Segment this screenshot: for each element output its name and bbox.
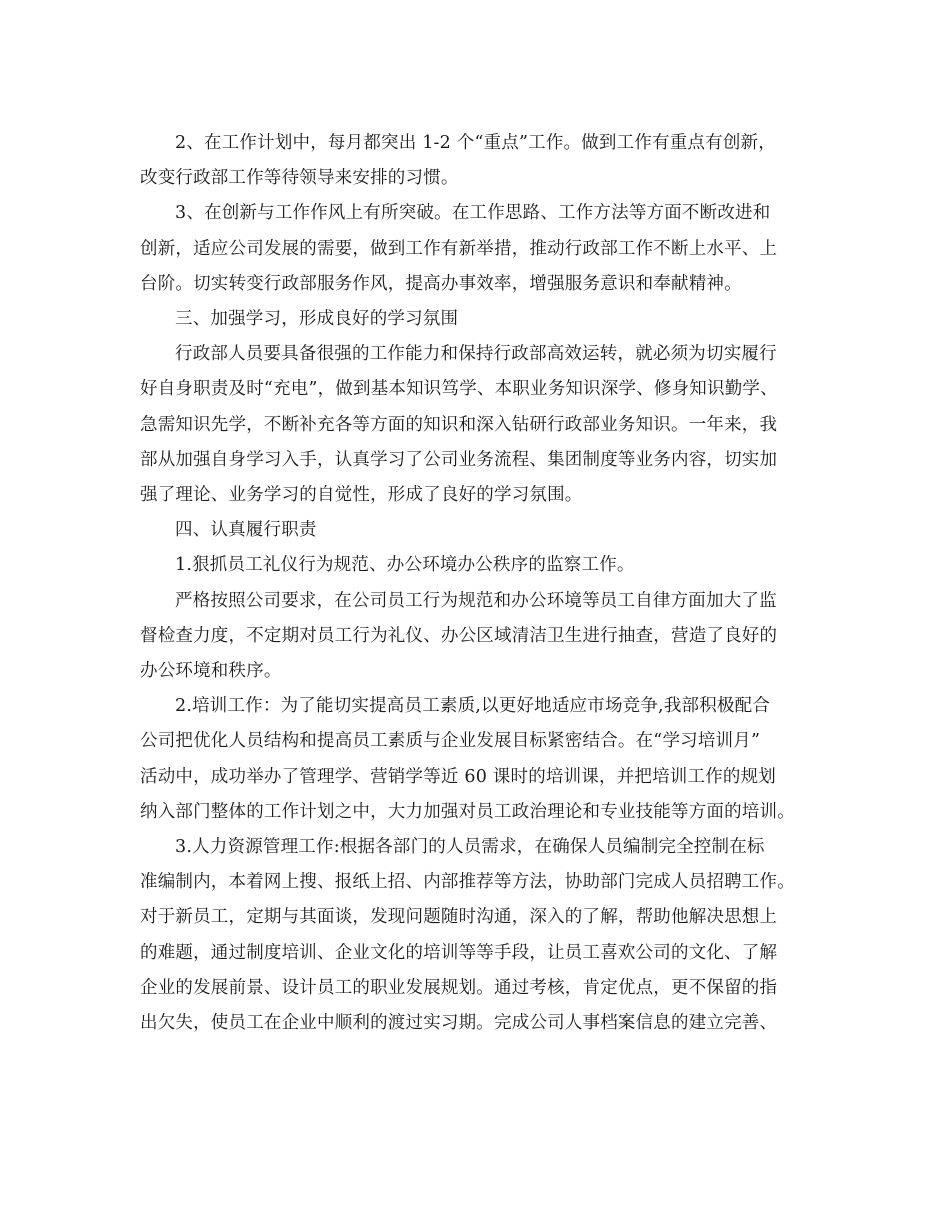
text-line: 四、认真履行职责	[175, 520, 317, 541]
text-line: 急需知识先学，不断补充各等方面的知识和深入钻研行政部业务知识。一年来，我	[140, 414, 778, 435]
text-line: 台阶。切实转变行政部服务作风，提高办事效率，增强服务意识和奉献精神。	[140, 273, 742, 294]
paragraph	[140, 337, 825, 513]
text-line: 企业的发展前景、设计员工的职业发展规划。通过考核，肯定优点，更不保留的指	[140, 977, 778, 998]
text-line: 的难题，通过制度培训、企业文化的培训等等手段，让员工喜欢公司的文化、了解	[140, 942, 778, 963]
text-line: 三、加强学习，形成良好的学习氛围	[175, 309, 459, 330]
text-line: 督检查力度，不定期对员工行为礼仪、办公区域清洁卫生进行抽查，营造了良好的	[140, 625, 778, 646]
text-line: 办公环境和秩序。	[140, 661, 282, 682]
text-line: 出欠失，使员工在企业中顺利的渡过实习期。完成公司人事档案信息的建立完善、	[140, 1013, 778, 1034]
paragraph	[140, 584, 825, 690]
text-line: 好自身职责及时“充电”，做到基本知识笃学、本职业务知识深学、修身知识勤学、	[140, 379, 778, 400]
text-line: 严格按照公司要求，在公司员工行为规范和办公环境等员工自律方面加大了监	[175, 590, 777, 611]
text-line: 创新，适应公司发展的需要，做到工作有新举措，推动行政部工作不断上水平、上	[140, 238, 778, 259]
paragraph	[140, 548, 825, 583]
text-line: 强了理论、业务学习的自觉性，形成了良好的学习氛围。	[140, 485, 583, 506]
text-line: 1.狠抓员工礼仪行为规范、办公环境办公秩序的监察工作。	[175, 555, 635, 576]
text-line: 纳入部门整体的工作计划之中，大力加强对员工政治理论和专业技能等方面的培训。	[140, 801, 795, 822]
text-line: 2.培训工作：为了能切实提高员工素质,以更好地适应市场竞争,我部积极配合	[175, 696, 771, 717]
text-line: 部从加强自身学习入手，认真学习了公司业务流程、集团制度等业务内容，切实加	[140, 449, 778, 470]
text-line: 活动中，成功举办了管理学、营销学等近 60 课时的培训课，并把培训工作的规划	[140, 766, 776, 787]
paragraph	[140, 126, 825, 196]
text-line: 3、在创新与工作作风上有所突破。在工作思路、工作方法等方面不断改进和	[175, 203, 771, 224]
document-body	[140, 126, 825, 1041]
paragraph	[140, 689, 825, 830]
paragraph	[140, 196, 825, 302]
paragraph	[140, 302, 825, 337]
text-line: 行政部人员要具备很强的工作能力和保持行政部高效运转，就必须为切实履行	[175, 344, 777, 365]
text-line: 准编制内，本着网上搜、报纸上招、内部推荐等方法，协助部门完成人员招聘工作。	[140, 872, 795, 893]
text-line: 改变行政部工作等待领导来安排的习惯。	[140, 168, 459, 189]
text-line: 3.人力资源管理工作:根据各部门的人员需求，在确保人员编制完全控制在标	[175, 837, 765, 858]
text-line: 2、在工作计划中，每月都突出 1-2 个“重点”工作。做到工作有重点有创新，	[175, 133, 776, 153]
paragraph	[140, 513, 825, 548]
paragraph	[140, 830, 825, 1041]
text-line: 对于新员工，定期与其面谈，发现问题随时沟通，深入的了解，帮助他解决思想上	[140, 907, 778, 928]
text-line: 公司把优化人员结构和提高员工素质与企业发展目标紧密结合。在“学习培训月”	[140, 731, 761, 752]
